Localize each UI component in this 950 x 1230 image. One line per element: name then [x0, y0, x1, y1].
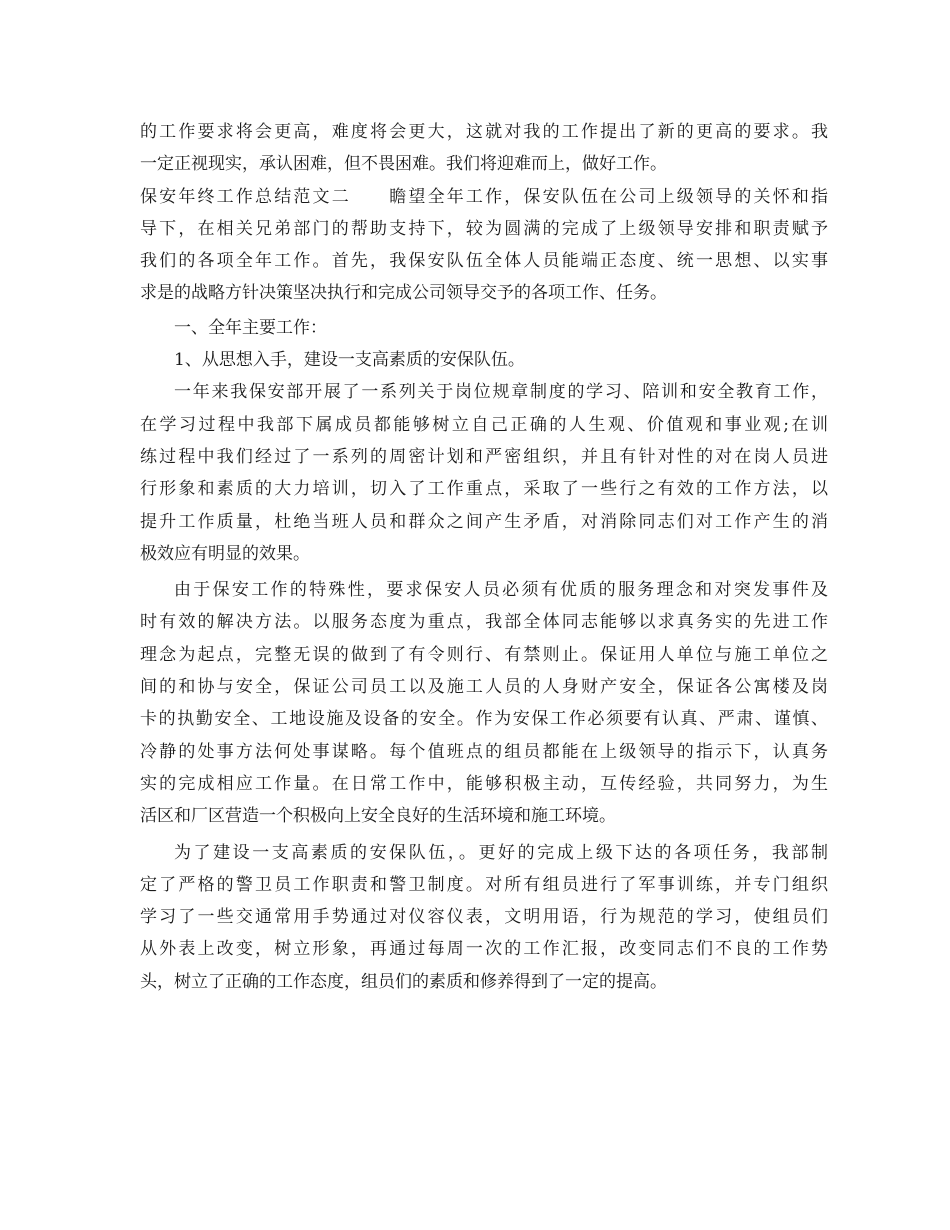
text-line: 定了严格的警卫员工作职责和警卫制度。对所有组员进行了军事训练，并专门组织	[140, 874, 828, 895]
subheading-line: 1、从思想入手，建设一支高素质的安保队伍。	[174, 350, 525, 371]
text-line: 从外表上改变，树立形象，再通过每周一次的工作汇报，改变同志们不良的工作势	[140, 939, 828, 960]
text-line: 我们的各项全年工作。首先，我保安队伍全体人员能端正态度、统一思想、以实事	[140, 251, 828, 272]
text-line: 理念为起点，完整无误的做到了有令则行、有禁则止。保证用人单位与施工单位之	[140, 644, 828, 665]
text-line: 时有效的解决方法。以服务态度为重点，我部全体同志能够以求真务实的先进工作	[140, 612, 828, 633]
heading-line: 一、全年主要工作：	[174, 317, 327, 338]
text-line: 头，树立了正确的工作态度，组员们的素质和修养得到了一定的提高。	[140, 971, 667, 992]
text-line: 导下，在相关兄弟部门的帮助支持下，较为圆满的完成了上级领导安排和职责赋予	[140, 218, 828, 239]
document-body	[140, 116, 828, 998]
text-line: 间的和协与安全，保证公司员工以及施工人员的人身财产安全，保证各公寓楼及岗	[140, 677, 828, 698]
text-line: 一年来我保安部开展了一系列关于岗位规章制度的学习、陪训和安全教育工作，	[174, 382, 828, 403]
text-line: 为了建设一支高素质的安保队伍，。更好的完成上级下达的各项任务，我部制	[174, 842, 828, 863]
section-title-line: 保安年终工作总结范文二 瞻望全年工作，保安队伍在公司上级领导的关怀和指	[140, 186, 828, 207]
text-line: 活区和厂区营造一个积极向上安全良好的生活环境和施工环境。	[140, 806, 616, 827]
text-line: 在学习过程中我部下属成员都能够树立自己正确的人生观、价值观和事业观;在训	[140, 414, 828, 435]
text-line: 实的完成相应工作量。在日常工作中，能够积极主动，互传经验，共同努力，为生	[140, 773, 828, 794]
text-line: 极效应有明显的效果。	[140, 543, 310, 564]
text-line: 提升工作质量，杜绝当班人员和群众之间产生矛盾，对消除同志们对工作产生的消	[140, 511, 828, 532]
text-line: 学习了一些交通常用手势通过对仪容仪表，文明用语，行为规范的学习，使组员们	[140, 907, 828, 928]
text-line: 求是的战略方针决策坚决执行和完成公司领导交予的各项工作、任务。	[140, 283, 667, 304]
text-line: 冷静的处事方法何处事谋略。每个值班点的组员都能在上级领导的指示下，认真务	[140, 741, 828, 762]
text-line: 行形象和素质的大力培训，切入了工作重点，采取了一些行之有效的工作方法，以	[140, 479, 828, 500]
text-line: 练过程中我们经过了一系列的周密计划和严密组织，并且有针对性的对在岗人员进	[140, 446, 828, 467]
text-line: 的工作要求将会更高，难度将会更大，这就对我的工作提出了新的更高的要求。我	[140, 122, 828, 142]
text-line: 由于保安工作的特殊性，要求保安人员必须有优质的服务理念和对突发事件及	[174, 580, 828, 601]
text-line: 卡的执勤安全、工地设施及设备的安全。作为安保工作必须要有认真、严肃、谨慎、	[140, 709, 828, 730]
text-line: 一定正视现实，承认困难，但不畏困难。我们将迎难而上，做好工作。	[140, 154, 667, 175]
